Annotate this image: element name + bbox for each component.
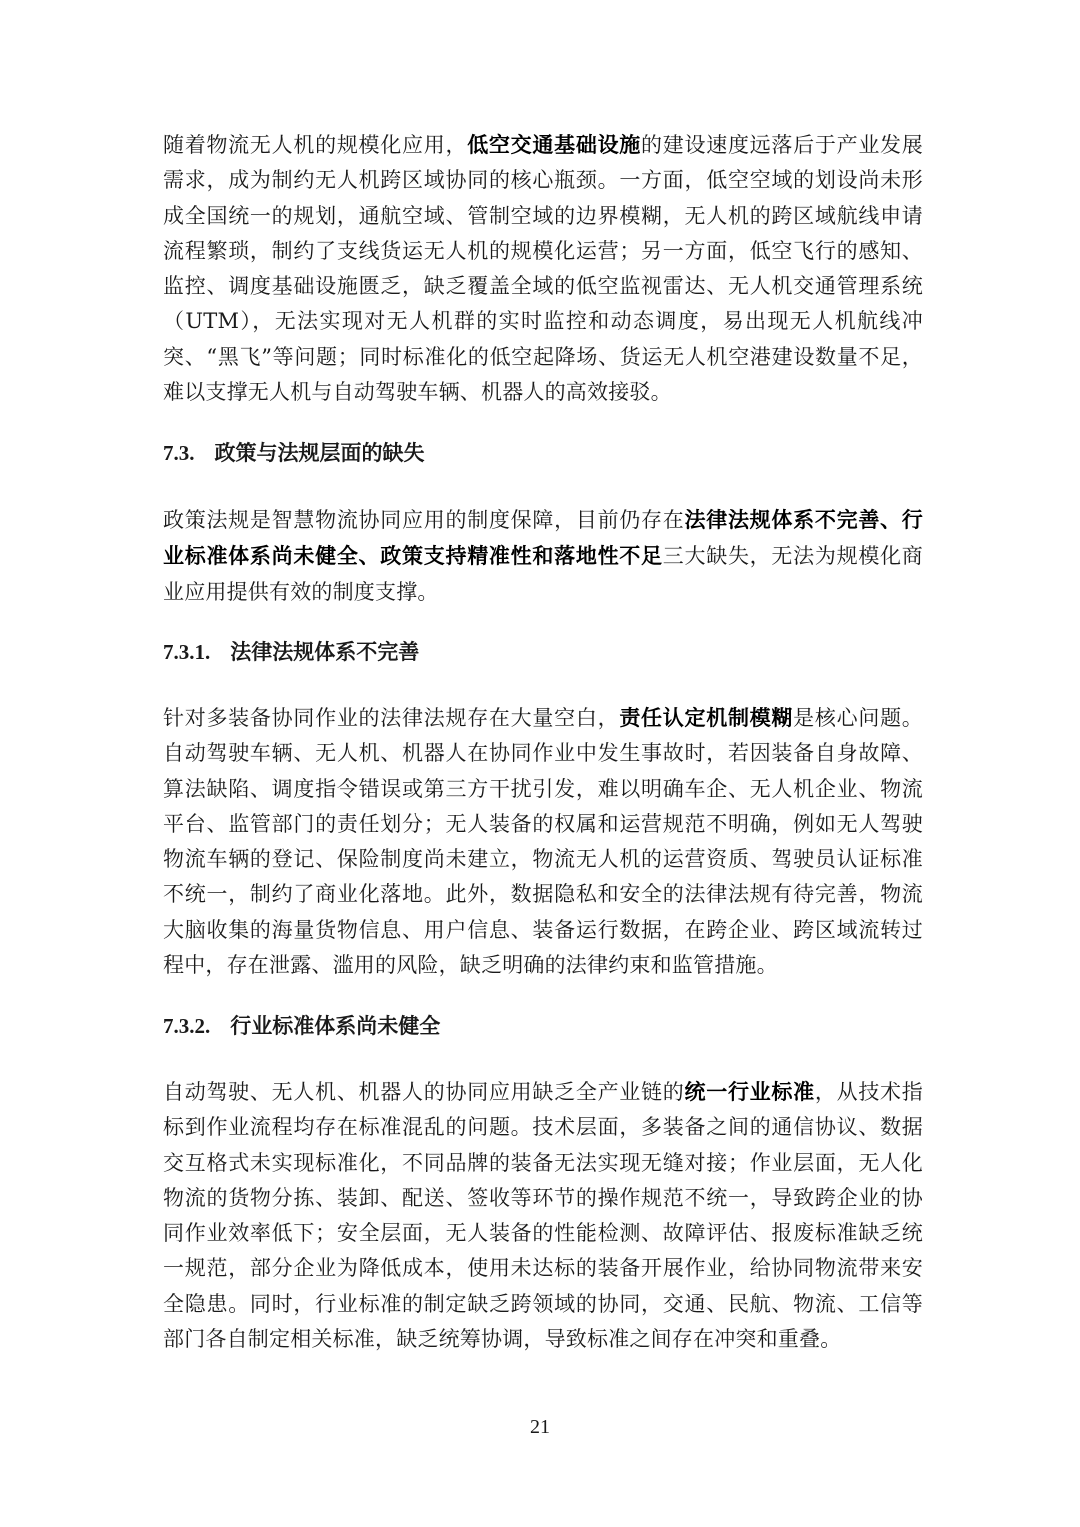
section-heading-7-3-2 [163,1011,440,1041]
body-text: 是核心问题。自动驾驶车辆、无人机、机器人在协同作业中发生事故时，若因装备自身故障、算法缺陷、调度指令错误或第三方干扰引发，难以明确车企、无人机企业、物流平台、监管部门的责任划分；无人装备的权属和运营规范不明确，例如无人驾驶物流车辆的登记、保险制度尚未建立，物流无人机的运营资质、驾驶员认证标准不统一，制约了商业化落地。此外，数据隐私和安全的法律法规有待完善，物流大脑收集的海量货物信息、用户信息、装备运行数据，在跨企业、跨区域流转过程中，存在泄露、滥用的风险，缺乏明确的法律约束和监管措施。 [163,706,924,978]
emphasized-text: 法律法规体系不完善、行业标准体系尚未健全、政策支持精准性和落地性不足 [163,507,923,569]
paragraph-industry-standards [163,1074,923,1357]
section-heading-7-3-1 [163,637,419,667]
section-title: 政策与法规层面的缺失 [214,440,425,465]
body-text: 随着物流无人机的规模化应用， [163,133,468,157]
paragraph-low-altitude-infrastructure [163,127,923,410]
body-text: 政策法规是智慧物流协同应用的制度保障，目前仍存在 [163,508,685,532]
page-number: 21 [530,1416,550,1438]
section-number: 7.3. [163,441,195,465]
body-text: 的建设速度远落后于产业发展需求，成为制约无人机跨区域协同的核心瓶颈。一方面，低空空域的划设尚未形成全国统一的规划，通航空域、管制空域的边界模糊，无人机的跨区域航线申请流程繁琐，制约了支线货运无人机的规模化运营；另一方面，低空飞行的感知、监控、调度基础设施匮乏，缺乏覆盖全域的低空监视雷达、无人机交通管理系统（UTM），无法实现对无人机群的实时监控和动态调度，易出现无人机航线冲突、“黑飞”等问题；同时标准化的低空起降场、货运无人机空港建设数量不足，难以支撑无人机与自动驾驶车辆、机器人的高效接驳。 [163,133,923,405]
emphasized-text: 责任认定机制模糊 [619,705,794,730]
body-text: ，从技术指标到作业流程均存在标准混乱的问题。技术层面，多装备之间的通信协议、数据交互格式未实现标准化，不同品牌的装备无法实现无缝对接；作业层面，无人化物流的货物分拣、装卸、配送、签收等环节的操作规范不统一，导致跨企业的协同作业效率低下；安全层面，无人装备的性能检测、故障评估、报废标准缺乏统一规范，部分企业为降低成本，使用未达标的装备开展作业，给协同物流带来安全隐患。同时，行业标准的制定缺乏跨领域的协同，交通、民航、物流、工信等部门各自制定相关标准，缺乏统筹协调，导致标准之间存在冲突和重叠。 [163,1080,923,1352]
section-number: 7.3.2. [163,1014,211,1038]
emphasized-text: 低空交通基础设施 [467,132,642,157]
body-text: 自动驾驶、无人机、机器人的协同应用缺乏全产业链的 [163,1080,685,1104]
section-title: 法律法规体系不完善 [230,639,420,664]
body-text: 针对多装备协同作业的法律法规存在大量空白， [163,706,620,730]
section-title: 行业标准体系尚未健全 [230,1013,441,1038]
paragraph-policy-overview [163,502,923,610]
section-heading-7-3 [163,438,425,468]
section-number: 7.3.1. [163,640,211,664]
paragraph-legal-framework [163,700,923,983]
body-text: 三大缺失，无法为规模化商业应用提供有效的制度支撑。 [163,544,923,604]
emphasized-text: 统一行业标准 [684,1079,815,1104]
